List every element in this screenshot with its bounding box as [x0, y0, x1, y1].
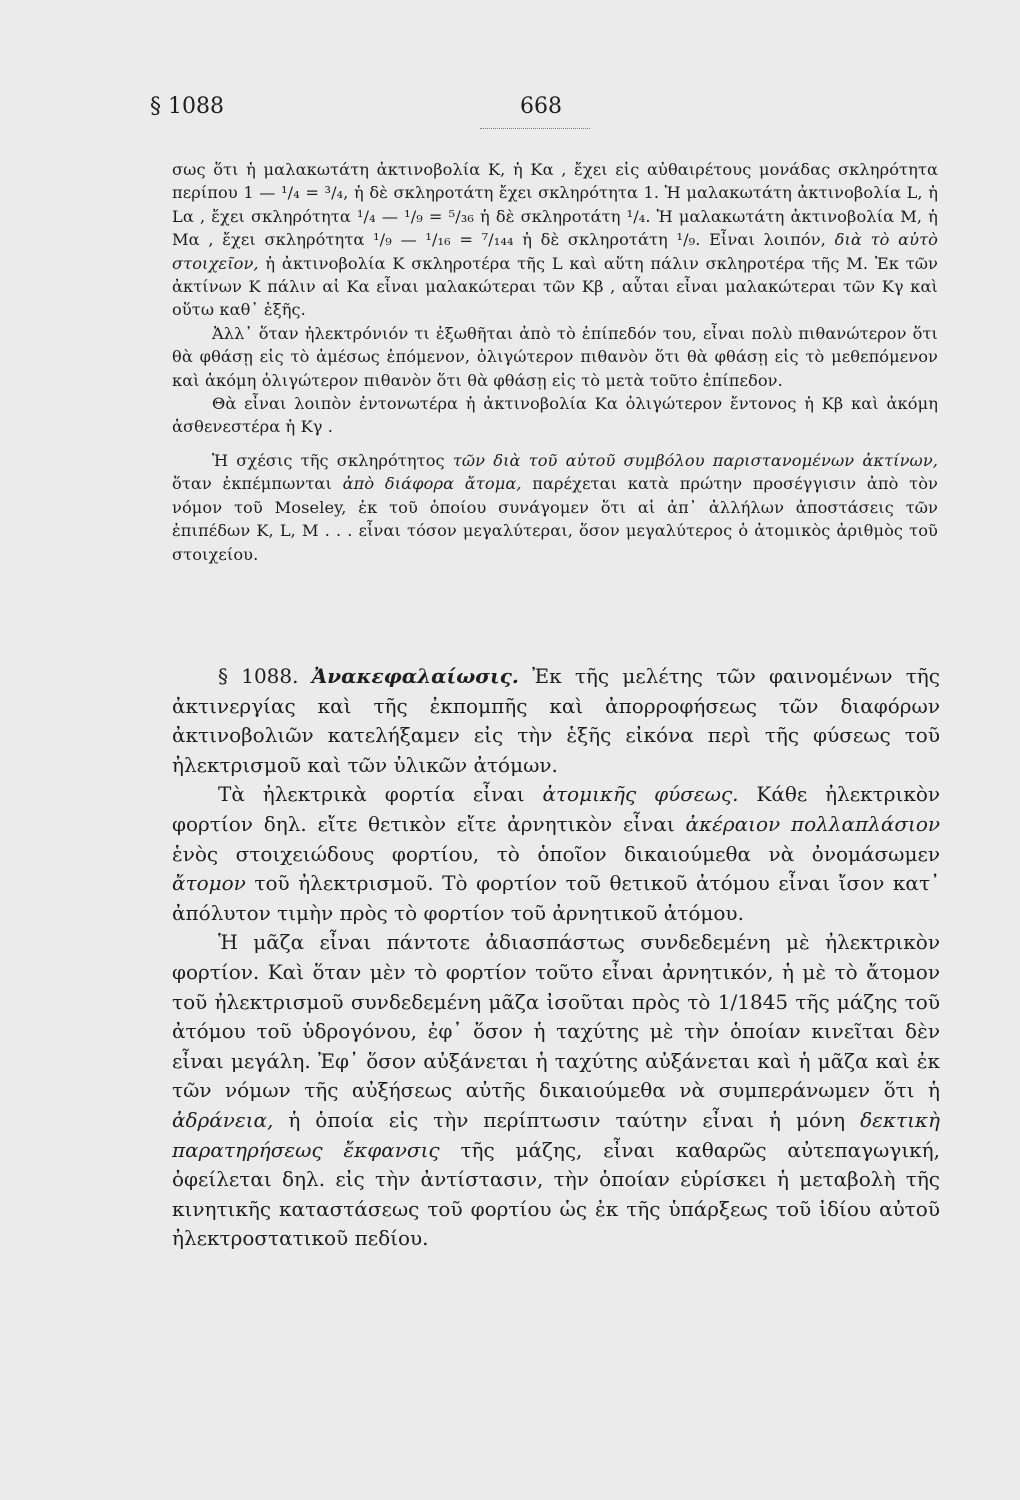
- emphasis-text: τῶν διὰ τοῦ αὐτοῦ συμβόλου παριστανομένων ἀκτίνων,: [452, 450, 939, 470]
- paragraph-text: ἡ ἀκτινοβολία Κ σκληροτέρα τῆς L καὶ αὕτη πάλιν σκληροτέρα τῆς M. Ἐκ τῶν ἀκτίνων Κ πάλιν αἱ Κα εἶναι μαλακώτεραι τῶν Κβ , αὗται εἶναι μαλακώτεραι τῶν Κγ καὶ οὕτω καθ᾽ ἑξῆς.: [172, 253, 938, 320]
- paragraph-text: Ἐκ τῆς μελέτης τῶν φαινομένων τῆς ἀκτινεργίας καὶ τῆς ἐκπομπῆς καὶ ἀπορροφήσεως τῶν διαφόρων ἀκτινοβολιῶν κατελήξαμεν εἰς τὴν ἑξῆς εἰκόνα περὶ τῆς φύσεως τοῦ ἠλεκτρισμοῦ καὶ τῶν ὑλικῶν ἀτόμων.: [172, 664, 940, 777]
- paragraph-text: Ἡ μᾶζα εἶναι πάντοτε ἀδιασπάστως συνδεδεμένη μὲ ἠλεκτρικὸν φορτίον. Καὶ ὅταν μὲν τὸ φορτίον τοῦτο εἶναι ἀρνητικόν, ἡ μὲ τὸ ἄτομον τοῦ ἠλεκτρισμοῦ συνδεδεμένη μᾶζα ἰσοῦται πρὸς τὸ 1/1845 τῆς μάζης τοῦ ἀτόμου τοῦ ὑδρογόνου, ἐφ᾽ ὅσον ἡ ταχύτης μὲ τὴν ὁποίαν κινεῖται δὲν εἶναι μεγάλη. Ἐφ᾽ ὅσον αὐξάνεται ἡ ταχύτης αὐξάνεται καὶ ἡ μᾶζα καὶ ἐκ τῶν νόμων τῆς αὐξήσεως αὐτῆς δικαιούμεθα νὰ συμπεράνωμεν ὅτι ἡ: [172, 930, 940, 1103]
- paragraph-text: τοῦ ἠλεκτρισμοῦ. Τὸ φορτίον τοῦ θετικοῦ ἀτόμου εἶναι ἴσον κατ᾽ ἀπόλυτον τιμὴν πρὸς τὸ φορτίον τοῦ ἀρνητικοῦ ἀτόμου.: [172, 871, 941, 925]
- paragraph-text: Κάθε ἠλεκτρικὸν φορτίον δηλ. εἴτε θετικὸν εἴτε ἀρνητικὸν εἶναι: [172, 782, 941, 836]
- paragraph-text: Ἡ σχέσις τῆς σκληρότητος: [212, 450, 445, 470]
- paragraph: [172, 158, 938, 322]
- paragraph-text: τῆς μάζης, εἶναι καθαρῶς αὐτεπαγωγική, ὀφείλεται δηλ. εἰς τὴν ἀντίστασιν, τὴν ὁποίαν εὑρίσκει ἡ μεταβολὴ τῆς κινητικῆς καταστάσεως τοῦ φορτίου ὡς ἐκ τῆς ὑπάρξεως τοῦ ἰδίου αὐτοῦ ἠλεκτροστατικοῦ πεδίου.: [172, 1137, 941, 1251]
- section-number: § 1088.: [218, 664, 299, 688]
- emphasis-text: ἄτομον: [172, 871, 246, 896]
- paragraph: Θὰ εἶναι λοιπὸν ἐντονωτέρα ἡ ἀκτινοβολία Κα ὀλιγώτερον ἔντονος ἡ Κβ καὶ ἀκόμη ἀσθενεστέρα ἡ Κγ .: [172, 394, 938, 437]
- section-paragraph: [172, 662, 940, 780]
- emphasis-text: διὰ τὸ αὐτὸ στοιχεῖον,: [172, 230, 939, 273]
- header-rule: [480, 128, 590, 129]
- paragraph: [172, 780, 940, 928]
- small-print-block: [172, 158, 938, 566]
- emphasis-text: δεκτικὴ παρατηρήσεως ἔκφανσις: [172, 1107, 941, 1162]
- paragraph-text: ἑνὸς στοιχειώδους φορτίου, τὸ ὁποῖον δικαιούμεθα νὰ ὀνομάσωμεν: [172, 841, 940, 866]
- paragraph-text: παρέχεται κατὰ πρώτην προσέγγισιν ἀπὸ τὸν νόμον τοῦ Moseley, ἐκ τοῦ ὁποίου συνάγομεν ὅτι αἱ ἀπ᾽ ἀλλήλων ἀποστάσεις τῶν ἐπιπέδων Κ, L, M . . . εἶναι τόσον μεγαλύτεραι, ὅσον μεγαλύτερος ὁ ἀτομικὸς ἀριθμὸς τοῦ στοιχείου.: [172, 474, 939, 564]
- emphasis-text: ἀκέραιον πολλαπλάσιον: [685, 811, 941, 836]
- paragraph-text: ἡ ὁποία εἰς τὴν περίπτωσιν ταύτην εἶναι ἡ μόνη: [288, 1107, 846, 1132]
- paragraph: [172, 449, 938, 566]
- section-title: Ἀνακεφαλαίωσις.: [311, 664, 519, 688]
- paragraph: [172, 928, 940, 1254]
- page-number: 668: [520, 94, 562, 119]
- main-text-block: [172, 662, 940, 1254]
- paragraph-text: ὅταν ἐκπέμπωνται: [172, 474, 332, 494]
- paragraph-text: σως ὅτι ἡ μαλακωτάτη ἀκτινοβολία Κ, ἡ Κα , ἔχει εἰς αὐθαιρέτους μονάδας σκληρότητα περίπου 1 — ¹/₄ = ³/₄, ἡ δὲ σκληροτάτη ἔχει σκληρότητα 1. Ἡ μαλακωτάτη ἀκτινοβολία L, ἡ Lα , ἔχει σκληρότητα ¹/₄ — ¹/₉ = ⁵/₃₆ ἡ δὲ σκληροτάτη ¹/₄. Ἡ μαλακωτάτη ἀκτινοβολία M, ἡ Mα , ἔχει σκληρότητα ¹/₉ — ¹/₁₆ = ⁷/₁₄₄ ἡ δὲ σκληροτάτη ¹/₉. Εἶναι λοιπόν,: [172, 160, 938, 250]
- emphasis-text: ἀτομικῆς φύσεως.: [542, 782, 739, 807]
- emphasis-text: ἀδράνεια,: [172, 1107, 274, 1132]
- running-head: [150, 94, 850, 124]
- paragraph: Ἀλλ᾽ ὅταν ἠλεκτρόνιόν τι ἐξωθῆται ἀπὸ τὸ ἐπίπεδόν του, εἶναι πολὺ πιθανώτερον ὅτι θὰ φθάσῃ εἰς τὸ ἀμέσως ἑπόμενον, ὀλιγώτερον πιθανὸν ὅτι θὰ φθάσῃ εἰς τὸ μεθεπόμενον καὶ ἀκόμη ὀλιγώτερον πιθανὸν ὅτι θὰ φθάσῃ εἰς τὸ μετὰ τοῦτο ἐπίπεδον.: [172, 323, 938, 390]
- section-marker: § 1088: [150, 94, 224, 119]
- emphasis-text: ἀπὸ διάφορα ἄτομα,: [342, 474, 522, 494]
- paragraph-text: Τὰ ἠλεκτρικὰ φορτία εἶναι: [218, 782, 525, 807]
